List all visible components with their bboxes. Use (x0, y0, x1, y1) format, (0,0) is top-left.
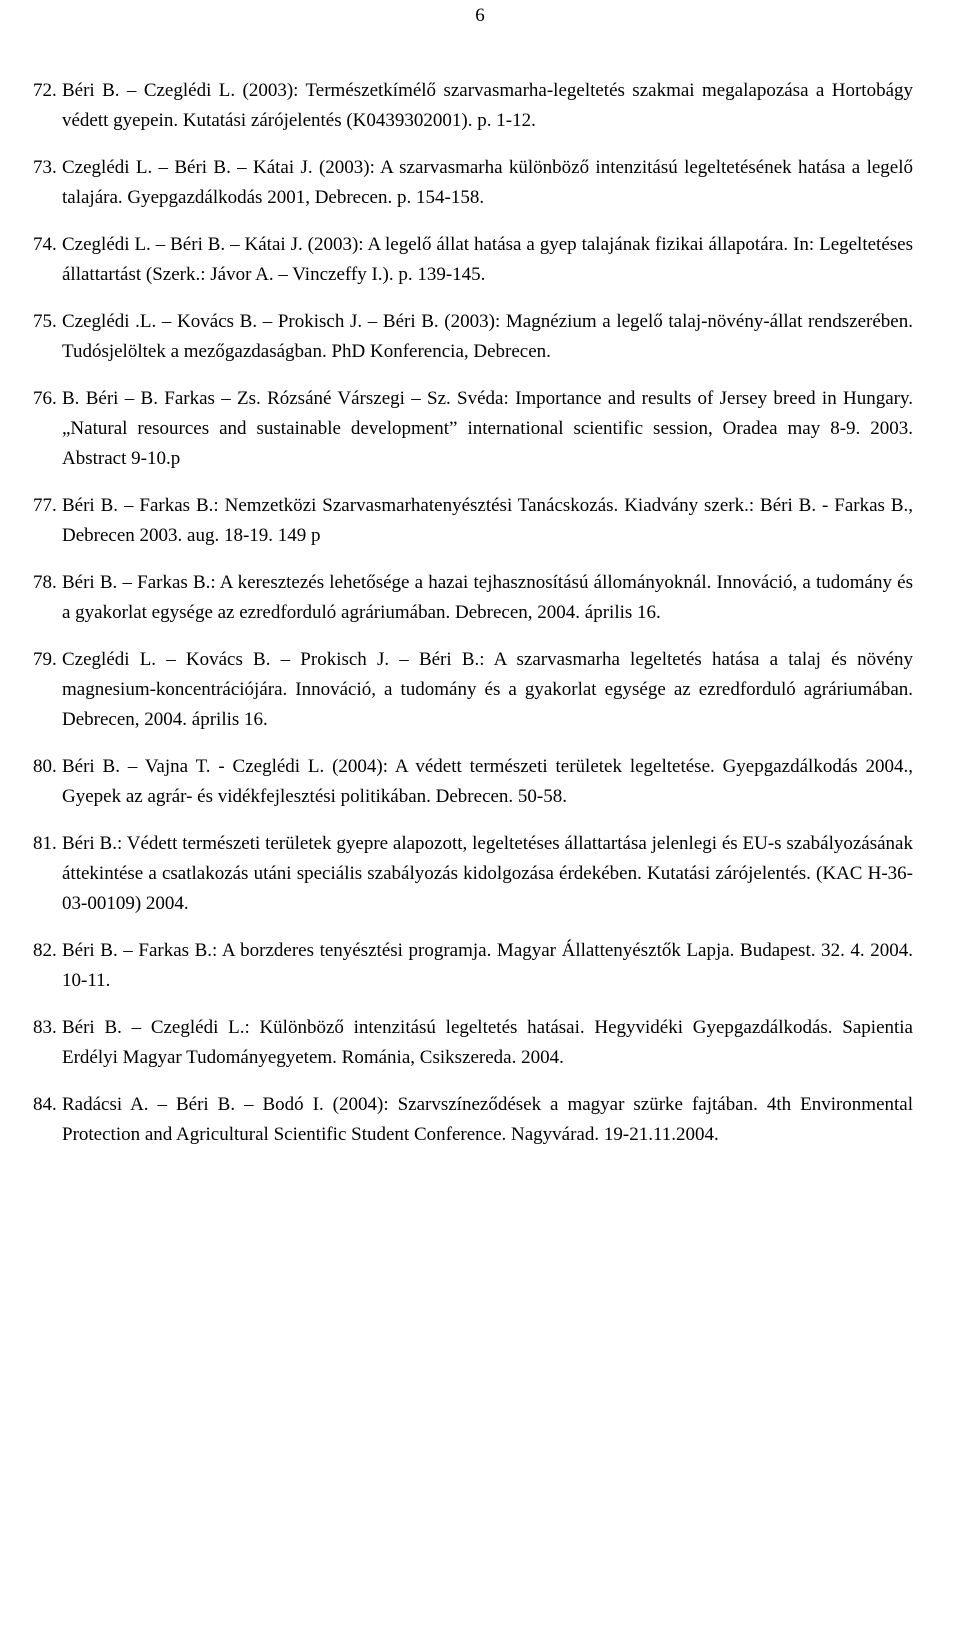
reference-text: B. Béri – B. Farkas – Zs. Rózsáné Várszegi – Sz. Svéda: Importance and results of Jersey breed in Hungary. „Natural resources and sustainable development” international scientific session, Oradea may 8-9. 2003. Abstract 9-10.p (62, 388, 913, 469)
reference-text: Béri B. – Czeglédi L.: Különböző intenzitású legeltetés hatásai. Hegyvidéki Gyepgazdálkodás. Sapientia Erdélyi Magyar Tudományegyetem. Románia, Csikszereda. 2004. (62, 1017, 913, 1068)
reference-item (33, 752, 913, 812)
reference-text: Béri B. – Vajna T. - Czeglédi L. (2004): A védett természeti területek legeltetése. Gyepgazdálkodás 2004., Gyepek az agrár- és vidékfejlesztési politikában. Debrecen. 50-58. (62, 756, 913, 807)
reference-item (33, 491, 913, 551)
reference-text: Czeglédi L. – Béri B. – Kátai J. (2003): A szarvasmarha különböző intenzitású legeltetésének hatása a legelő talajára. Gyepgazdálkodás 2001, Debrecen. p. 154-158. (62, 157, 913, 208)
reference-number: 76. (33, 388, 57, 409)
reference-item (33, 76, 913, 136)
reference-number: 73. (33, 157, 57, 178)
reference-number: 72. (33, 80, 57, 101)
reference-number: 84. (33, 1094, 57, 1115)
reference-item (33, 645, 913, 735)
reference-text: Béri B. – Farkas B.: Nemzetközi Szarvasmarhatenyésztési Tanácskozás. Kiadvány szerk.: Béri B. - Farkas B., Debrecen 2003. aug. 18-19. 149 p (62, 495, 913, 546)
reference-number: 81. (33, 833, 57, 854)
reference-item (33, 230, 913, 290)
page-number: 6 (475, 5, 485, 26)
reference-text: Béri B. – Czeglédi L. (2003): Természetkímélő szarvasmarha-legeltetés szakmai megalapozása a Hortobágy védett gyepein. Kutatási zárójelentés (K0439302001). p. 1-12. (62, 80, 913, 131)
reference-text: Béri B. – Farkas B.: A keresztezés lehetősége a hazai tejhasznosítású állományoknál. Innováció, a tudomány és a gyakorlat egysége az ezredforduló agráriumában. Debrecen, 2004. április 16. (62, 572, 913, 623)
reference-number: 77. (33, 495, 57, 516)
reference-list (33, 76, 913, 1167)
reference-number: 75. (33, 311, 57, 332)
reference-text: Béri B.: Védett természeti területek gyepre alapozott, legeltetéses állattartása jelenlegi és EU-s szabályozásának áttekintése a csatlakozás utáni speciális szabályozás kidolgozása érdekében. Kutatási zárójelentés. (KAC H-36-03-00109) 2004. (62, 833, 913, 914)
reference-text: Béri B. – Farkas B.: A borzderes tenyésztési programja. Magyar Állattenyésztők Lapja. Budapest. 32. 4. 2004. 10-11. (62, 940, 913, 991)
reference-item (33, 1090, 913, 1150)
reference-text: Czeglédi .L. – Kovács B. – Prokisch J. – Béri B. (2003): Magnézium a legelő talaj-növény-állat rendszerében. Tudósjelöltek a mezőgazdaságban. PhD Konferencia, Debrecen. (62, 311, 913, 362)
reference-number: 79. (33, 649, 57, 670)
reference-item (33, 829, 913, 919)
reference-number: 83. (33, 1017, 57, 1038)
reference-item (33, 307, 913, 367)
reference-item (33, 384, 913, 474)
reference-number: 82. (33, 940, 57, 961)
reference-item (33, 1013, 913, 1073)
reference-text: Czeglédi L. – Béri B. – Kátai J. (2003): A legelő állat hatása a gyep talajának fizikai állapotára. In: Legeltetéses állattartást (Szerk.: Jávor A. – Vinczeffy I.). p. 139-145. (62, 234, 913, 285)
reference-number: 74. (33, 234, 57, 255)
reference-number: 78. (33, 572, 57, 593)
reference-item (33, 936, 913, 996)
reference-item (33, 153, 913, 213)
reference-text: Czeglédi L. – Kovács B. – Prokisch J. – Béri B.: A szarvasmarha legeltetés hatása a talaj és növény magnesium-koncentrációjára. Innováció, a tudomány és a gyakorlat egysége az ezredforduló agráriumában. Debrecen, 2004. április 16. (62, 649, 913, 730)
reference-number: 80. (33, 756, 57, 777)
reference-text: Radácsi A. – Béri B. – Bodó I. (2004): Szarvszíneződések a magyar szürke fajtában. 4th Environmental Protection and Agricultural Scientific Student Conference. Nagyvárad. 19-21.11.2004. (62, 1094, 913, 1145)
reference-item (33, 568, 913, 628)
